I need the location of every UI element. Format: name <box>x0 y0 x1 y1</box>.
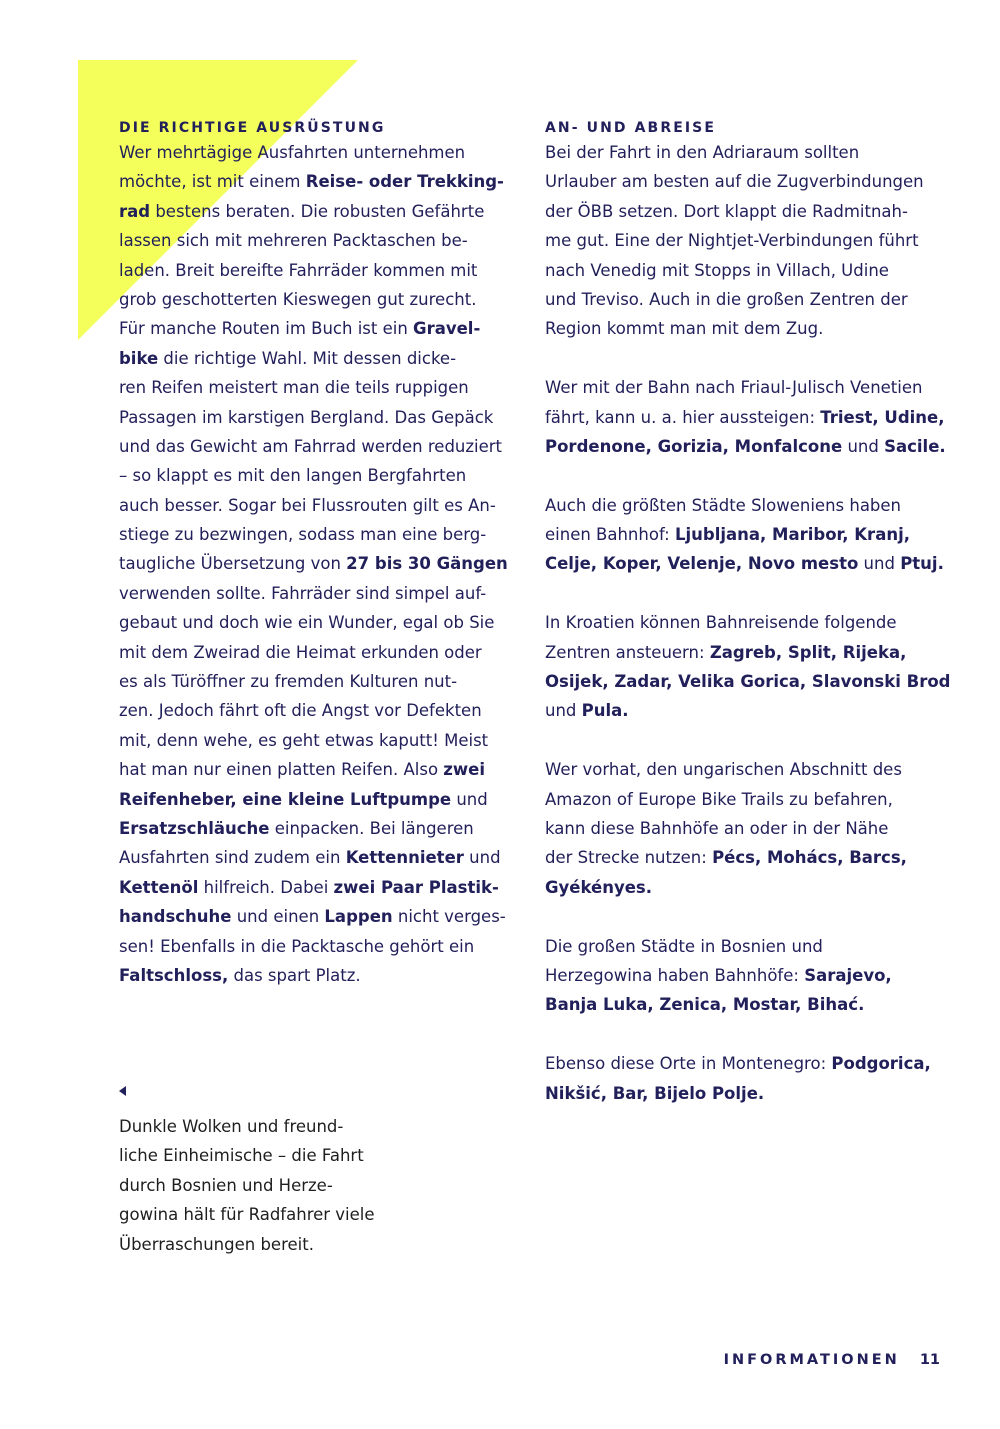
text-segment: nach Venedig mit Stopps in Villach, Udine <box>545 260 889 280</box>
text-segment: die richtige Wahl. Mit dessen dicke- <box>158 348 457 368</box>
left-column <box>119 118 519 990</box>
text-line <box>119 608 519 637</box>
text-line <box>545 667 965 696</box>
text-segment: mit, denn wehe, es geht etwas kaputt! Meist <box>119 730 489 750</box>
text-line <box>119 843 519 872</box>
photo-caption <box>119 1086 419 1259</box>
text-line <box>119 197 519 226</box>
text-segment: mit dem Zweirad die Heimat erkunden oder <box>119 642 482 662</box>
text-segment: ren Reifen meistert man die teils ruppigen <box>119 378 469 398</box>
text-segment: Ausfahrten sind zudem ein <box>119 848 346 868</box>
text-segment: fährt, kann u. a. hier aussteigen: <box>545 407 821 427</box>
bold-text: Faltschloss, <box>119 965 229 985</box>
text-line <box>545 785 965 814</box>
text-segment: Region kommt man mit dem Zug. <box>545 319 824 339</box>
caption-text <box>119 1112 419 1259</box>
text-line <box>545 814 965 843</box>
text-line <box>119 549 519 578</box>
caption-line: durch Bosnien und Herze- <box>119 1175 333 1195</box>
bold-text: Celje, Koper, Velenje, Novo mesto <box>545 554 859 574</box>
text-segment: stiege zu bezwingen, sodass man eine berg- <box>119 525 487 545</box>
text-line <box>545 432 965 461</box>
paragraph <box>545 608 965 726</box>
text-segment: Herzegowina haben Bahnhöfe: <box>545 965 805 985</box>
text-line <box>119 520 519 549</box>
text-segment: Bei der Fahrt in den Adriaraum sollten <box>545 143 860 162</box>
text-segment: sen! Ebenfalls in die Packtasche gehört ein <box>119 936 475 956</box>
text-line <box>545 197 965 226</box>
bold-text: Zagreb, Split, Rijeka, <box>709 642 907 662</box>
bold-text: Nikšić, Bar, Bijelo Polje. <box>545 1083 765 1103</box>
bold-text: zwei <box>443 760 485 780</box>
text-line <box>545 226 965 255</box>
text-segment: Zentren ansteuern: <box>545 642 710 662</box>
text-line <box>119 814 519 843</box>
text-segment: Amazon of Europe Bike Trails zu befahren, <box>545 789 893 809</box>
bold-text: zwei Paar Plastik- <box>333 877 499 897</box>
text-segment: und <box>451 789 488 809</box>
section-heading-travel: AN- UND ABREISE <box>545 120 717 136</box>
paragraph <box>545 1049 965 1108</box>
text-line <box>545 491 965 520</box>
text-line <box>119 667 519 696</box>
text-line <box>545 314 965 343</box>
right-column <box>545 118 965 1108</box>
text-line <box>545 256 965 285</box>
bold-text: Pordenone, Gorizia, Monfalcone <box>545 436 843 456</box>
text-segment: einpacken. Bei längeren <box>269 818 474 838</box>
bold-text: Sacile. <box>884 436 946 456</box>
caption-line: liche Einheimische – die Fahrt <box>119 1146 364 1166</box>
text-line <box>545 373 965 402</box>
paragraph <box>545 755 965 902</box>
text-line <box>119 138 519 167</box>
bold-text: Pécs, Mohács, Barcs, <box>712 848 907 868</box>
text-segment: kann diese Bahnhöfe an oder in der Nähe <box>545 818 889 838</box>
text-line <box>119 755 519 784</box>
text-segment: hat man nur einen platten Reifen. Also <box>119 760 444 780</box>
text-line <box>119 579 519 608</box>
text-segment: Wer vorhat, den ungarischen Abschnitt des <box>545 760 902 780</box>
text-segment: – so klappt es mit den langen Bergfahrten <box>119 466 467 486</box>
text-segment: In Kroatien können Bahnreisende folgende <box>545 613 897 633</box>
text-segment: Für manche Routen im Buch ist ein <box>119 319 414 339</box>
bold-text: Pula. <box>581 701 629 721</box>
travel-text <box>545 138 965 1108</box>
text-segment: verwenden sollte. Fahrräder sind simpel auf- <box>119 583 487 603</box>
text-line <box>545 1079 965 1108</box>
bold-text: Ersatzschläuche <box>119 818 270 838</box>
bold-text: Gravel- <box>413 319 481 339</box>
text-segment: und einen <box>231 907 325 927</box>
text-line <box>119 491 519 520</box>
text-segment: Die großen Städte in Bosnien und <box>545 936 823 956</box>
bold-text: Osijek, Zadar, Velika Gorica, Slavonski Brod <box>545 672 951 692</box>
text-line <box>119 344 519 373</box>
text-line <box>545 873 965 902</box>
text-segment: und <box>463 848 501 868</box>
caption-line: Dunkle Wolken und freund- <box>119 1117 344 1136</box>
text-segment: bestens beraten. Die robusten Gefährte <box>150 201 485 221</box>
text-segment: Ebenso diese Orte in Montenegro: <box>545 1054 832 1074</box>
text-line <box>545 638 965 667</box>
text-line <box>119 696 519 725</box>
text-line <box>119 961 519 990</box>
bold-text: Reise- oder Trekking- <box>305 172 504 192</box>
text-segment: me gut. Eine der Nightjet-Verbindungen führt <box>545 231 919 251</box>
text-line <box>545 990 965 1019</box>
bold-text: bike <box>119 348 159 368</box>
text-segment: der ÖBB setzen. Dort klappt die Radmitnah- <box>545 201 908 221</box>
paragraph <box>545 373 965 461</box>
caption-arrow-left-icon <box>119 1086 126 1096</box>
bold-text: rad <box>119 201 151 221</box>
bold-text: handschuhe <box>119 907 232 927</box>
text-segment: es als Türöffner zu fremden Kulturen nut- <box>119 672 458 692</box>
text-line <box>119 638 519 667</box>
caption-line: Überraschungen bereit. <box>119 1234 314 1254</box>
bold-text: Ljubljana, Maribor, Kranj, <box>674 525 910 545</box>
text-segment: und <box>858 554 901 574</box>
bold-text: Podgorica, <box>831 1054 931 1074</box>
text-line <box>119 256 519 285</box>
text-line <box>119 785 519 814</box>
text-segment: Wer mit der Bahn nach Friaul-Julisch Venetien <box>545 378 923 398</box>
paragraph <box>545 491 965 579</box>
equipment-text <box>119 138 519 990</box>
text-segment: Passagen im karstigen Bergland. Das Gepäck <box>119 407 494 427</box>
text-line <box>545 285 965 314</box>
bold-text: Gyékényes. <box>545 877 652 897</box>
text-segment: hilfreich. Dabei <box>198 877 334 897</box>
text-line <box>545 403 965 432</box>
bold-text: Reifenheber, eine kleine Luftpumpe <box>119 789 452 809</box>
text-segment: und Treviso. Auch in die großen Zentren der <box>545 289 908 309</box>
text-line <box>119 726 519 755</box>
text-line <box>545 843 965 872</box>
text-segment: nicht verges- <box>392 907 506 927</box>
bold-text: Ptuj. <box>900 554 944 574</box>
text-segment: Urlauber am besten auf die Zugverbindungen <box>545 172 924 192</box>
text-segment: und <box>545 701 582 721</box>
text-segment: zen. Jedoch fährt oft die Angst vor Defekten <box>119 701 482 721</box>
text-line <box>119 226 519 255</box>
text-line <box>119 432 519 461</box>
text-segment: möchte, ist mit einem <box>119 172 306 192</box>
text-line <box>545 549 965 578</box>
bold-text: Lappen <box>324 907 393 927</box>
text-segment: Auch die größten Städte Sloweniens haben <box>545 495 902 515</box>
footer-section-title: INFORMATIONEN <box>723 1352 900 1368</box>
text-segment: grob geschotterten Kieswegen gut zurecht. <box>119 289 477 309</box>
bold-text: 27 bis 30 Gängen <box>346 554 508 574</box>
text-line <box>119 873 519 902</box>
text-line <box>545 755 965 784</box>
bold-text: Triest, Udine, <box>820 407 945 427</box>
bold-text: Sarajevo, <box>804 965 892 985</box>
page-number: 11 <box>919 1352 940 1368</box>
text-line <box>119 902 519 931</box>
text-segment: laden. Breit bereifte Fahrräder kommen mit <box>119 260 478 280</box>
text-segment: auch besser. Sogar bei Flussrouten gilt es An- <box>119 495 496 515</box>
text-segment: das spart Platz. <box>228 965 361 985</box>
caption-line: gowina hält für Radfahrer viele <box>119 1205 375 1225</box>
text-segment: lassen sich mit mehreren Packtaschen be- <box>119 231 468 251</box>
text-line <box>119 932 519 961</box>
text-line <box>545 961 965 990</box>
bold-text: Kettennieter <box>345 848 464 868</box>
text-segment: gebaut und doch wie ein Wunder, egal ob Sie <box>119 613 495 633</box>
text-line <box>545 520 965 549</box>
paragraph <box>545 932 965 1020</box>
text-line <box>545 167 965 196</box>
page-footer <box>724 1352 940 1368</box>
text-segment: Wer mehrtägige Ausfahrten unternehmen <box>119 143 466 162</box>
text-line <box>545 608 965 637</box>
bold-text: Banja Luka, Zenica, Mostar, Bihać. <box>545 995 865 1015</box>
text-segment: der Strecke nutzen: <box>545 848 713 868</box>
section-heading-equipment: DIE RICHTIGE AUSRÜSTUNG <box>119 120 386 136</box>
text-line <box>545 138 965 167</box>
text-line <box>119 314 519 343</box>
text-segment: einen Bahnhof: <box>545 525 675 545</box>
text-line <box>119 403 519 432</box>
text-segment: und das Gewicht am Fahrrad werden reduziert <box>119 436 503 456</box>
text-line <box>119 461 519 490</box>
bold-text: Kettenöl <box>119 877 199 897</box>
text-line <box>545 1049 965 1078</box>
text-line <box>119 285 519 314</box>
text-line <box>545 932 965 961</box>
paragraph <box>545 138 965 344</box>
text-segment: taugliche Übersetzung von <box>119 554 347 574</box>
text-line <box>119 373 519 402</box>
text-segment: und <box>842 436 885 456</box>
text-line <box>545 696 965 725</box>
text-line <box>119 167 519 196</box>
